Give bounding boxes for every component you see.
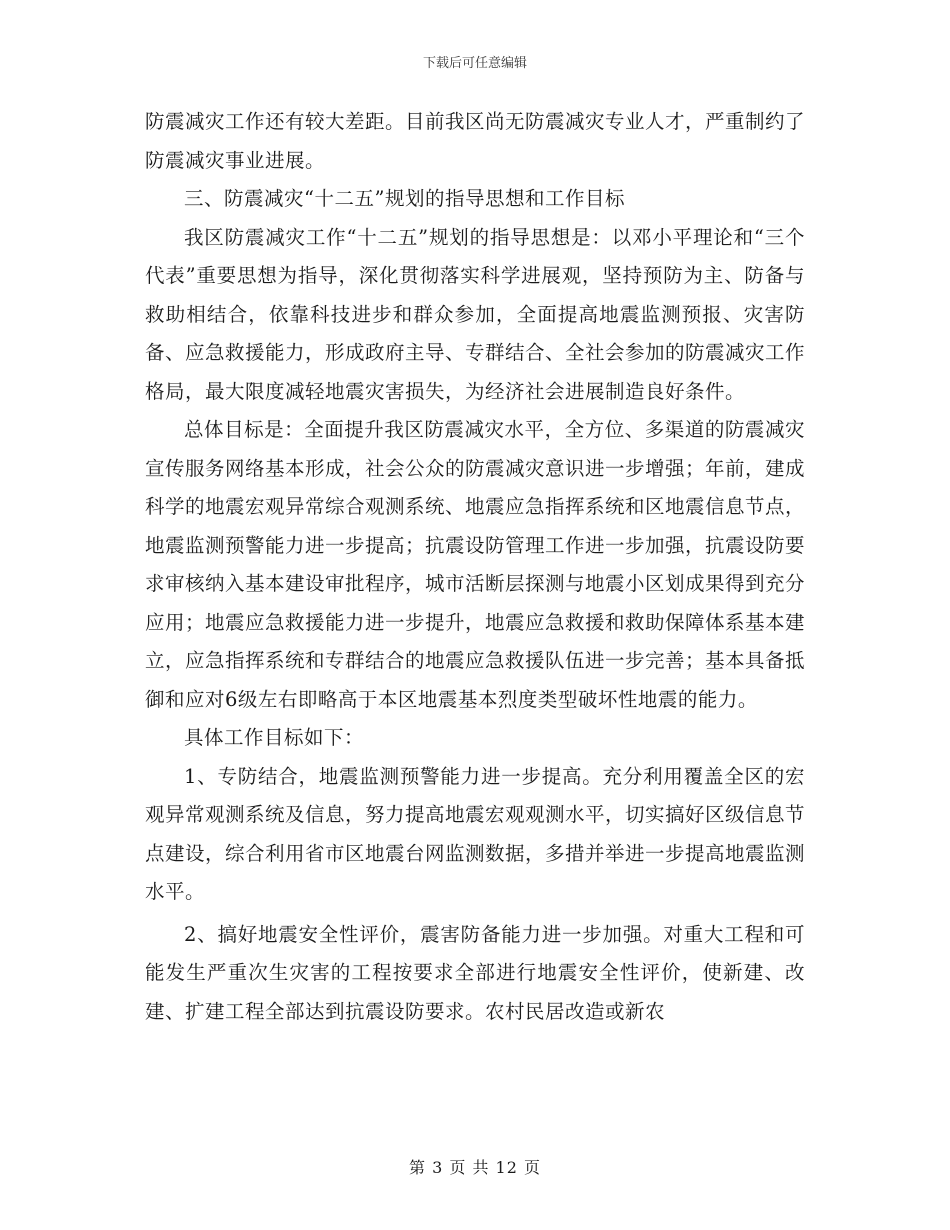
paragraph-item-2: 2、搞好地震安全性评价，震害防备能力进一步加强。对重大工程和可能发生严重次生灾害的工程按要求全部进行地震安全性评价，使新建、改建、扩建工程全部达到抗震设防要求。农村民居改造或新农 [145, 922, 805, 1023]
document-body [145, 103, 805, 1031]
page-number-footer: 第 3 页 共 12 页 [409, 1158, 541, 1177]
paragraph-1: 防震减灾工作还有较大差距。目前我区尚无防震减灾专业人才，严重制约了防震减灾事业进展。 [145, 110, 806, 172]
paragraph-guiding-thought: 我区防震减灾工作“十二五”规划的指导思想是：以邓小平理论和“三个代表”重要思想为指导，深化贯彻落实科学进展观，坚持预防为主、防备与救助相结合，依靠科技进步和群众参加，全面提高地震监测预报、灾害防备、应急救援能力，形成政府主导、专群结合、全社会参加的防震减灾工作格局，最大限度减轻地震灾害损失，为经济社会进展制造良好条件。 [145, 225, 806, 403]
page-header-note: 下载后可任意编辑 [422, 56, 527, 71]
paragraph-specific-goals-intro: 具体工作目标如下： [184, 726, 365, 749]
section-heading: 三、防震减灾“十二五”规划的指导思想和工作目标 [184, 187, 625, 210]
paragraph-overall-goal: 总体目标是：全面提升我区防震减灾水平，全方位、多渠道的防震减灾宣传服务网络基本形成，社会公众的防震减灾意识进一步增强；年前，建成科学的地震宏观异常综合观测系统、地震应急指挥系统和区地震信息节点，地震监测预警能力进一步提高；抗震设防管理工作进一步加强，抗震设防要求审核纳入基本建设审批程序，城市活断层探测与地震小区划成果得到充分应用；地震应急救援能力进一步提升，地震应急救援和救助保障体系基本建立，应急指挥系统和专群结合的地震应急救援队伍进一步完善；基本具备抵御和应对6级左右即略高于本区地震基本烈度类型破坏性地震的能力。 [145, 418, 806, 711]
paragraph-item-1: 1、专防结合，地震监测预警能力进一步提高。充分利用覆盖全区的宏观异常观测系统及信息，努力提高地震宏观观测水平，切实搞好区级信息节点建设，综合利用省市区地震台网监测数据，多措并举进一步提高地震监测水平。 [145, 764, 806, 903]
